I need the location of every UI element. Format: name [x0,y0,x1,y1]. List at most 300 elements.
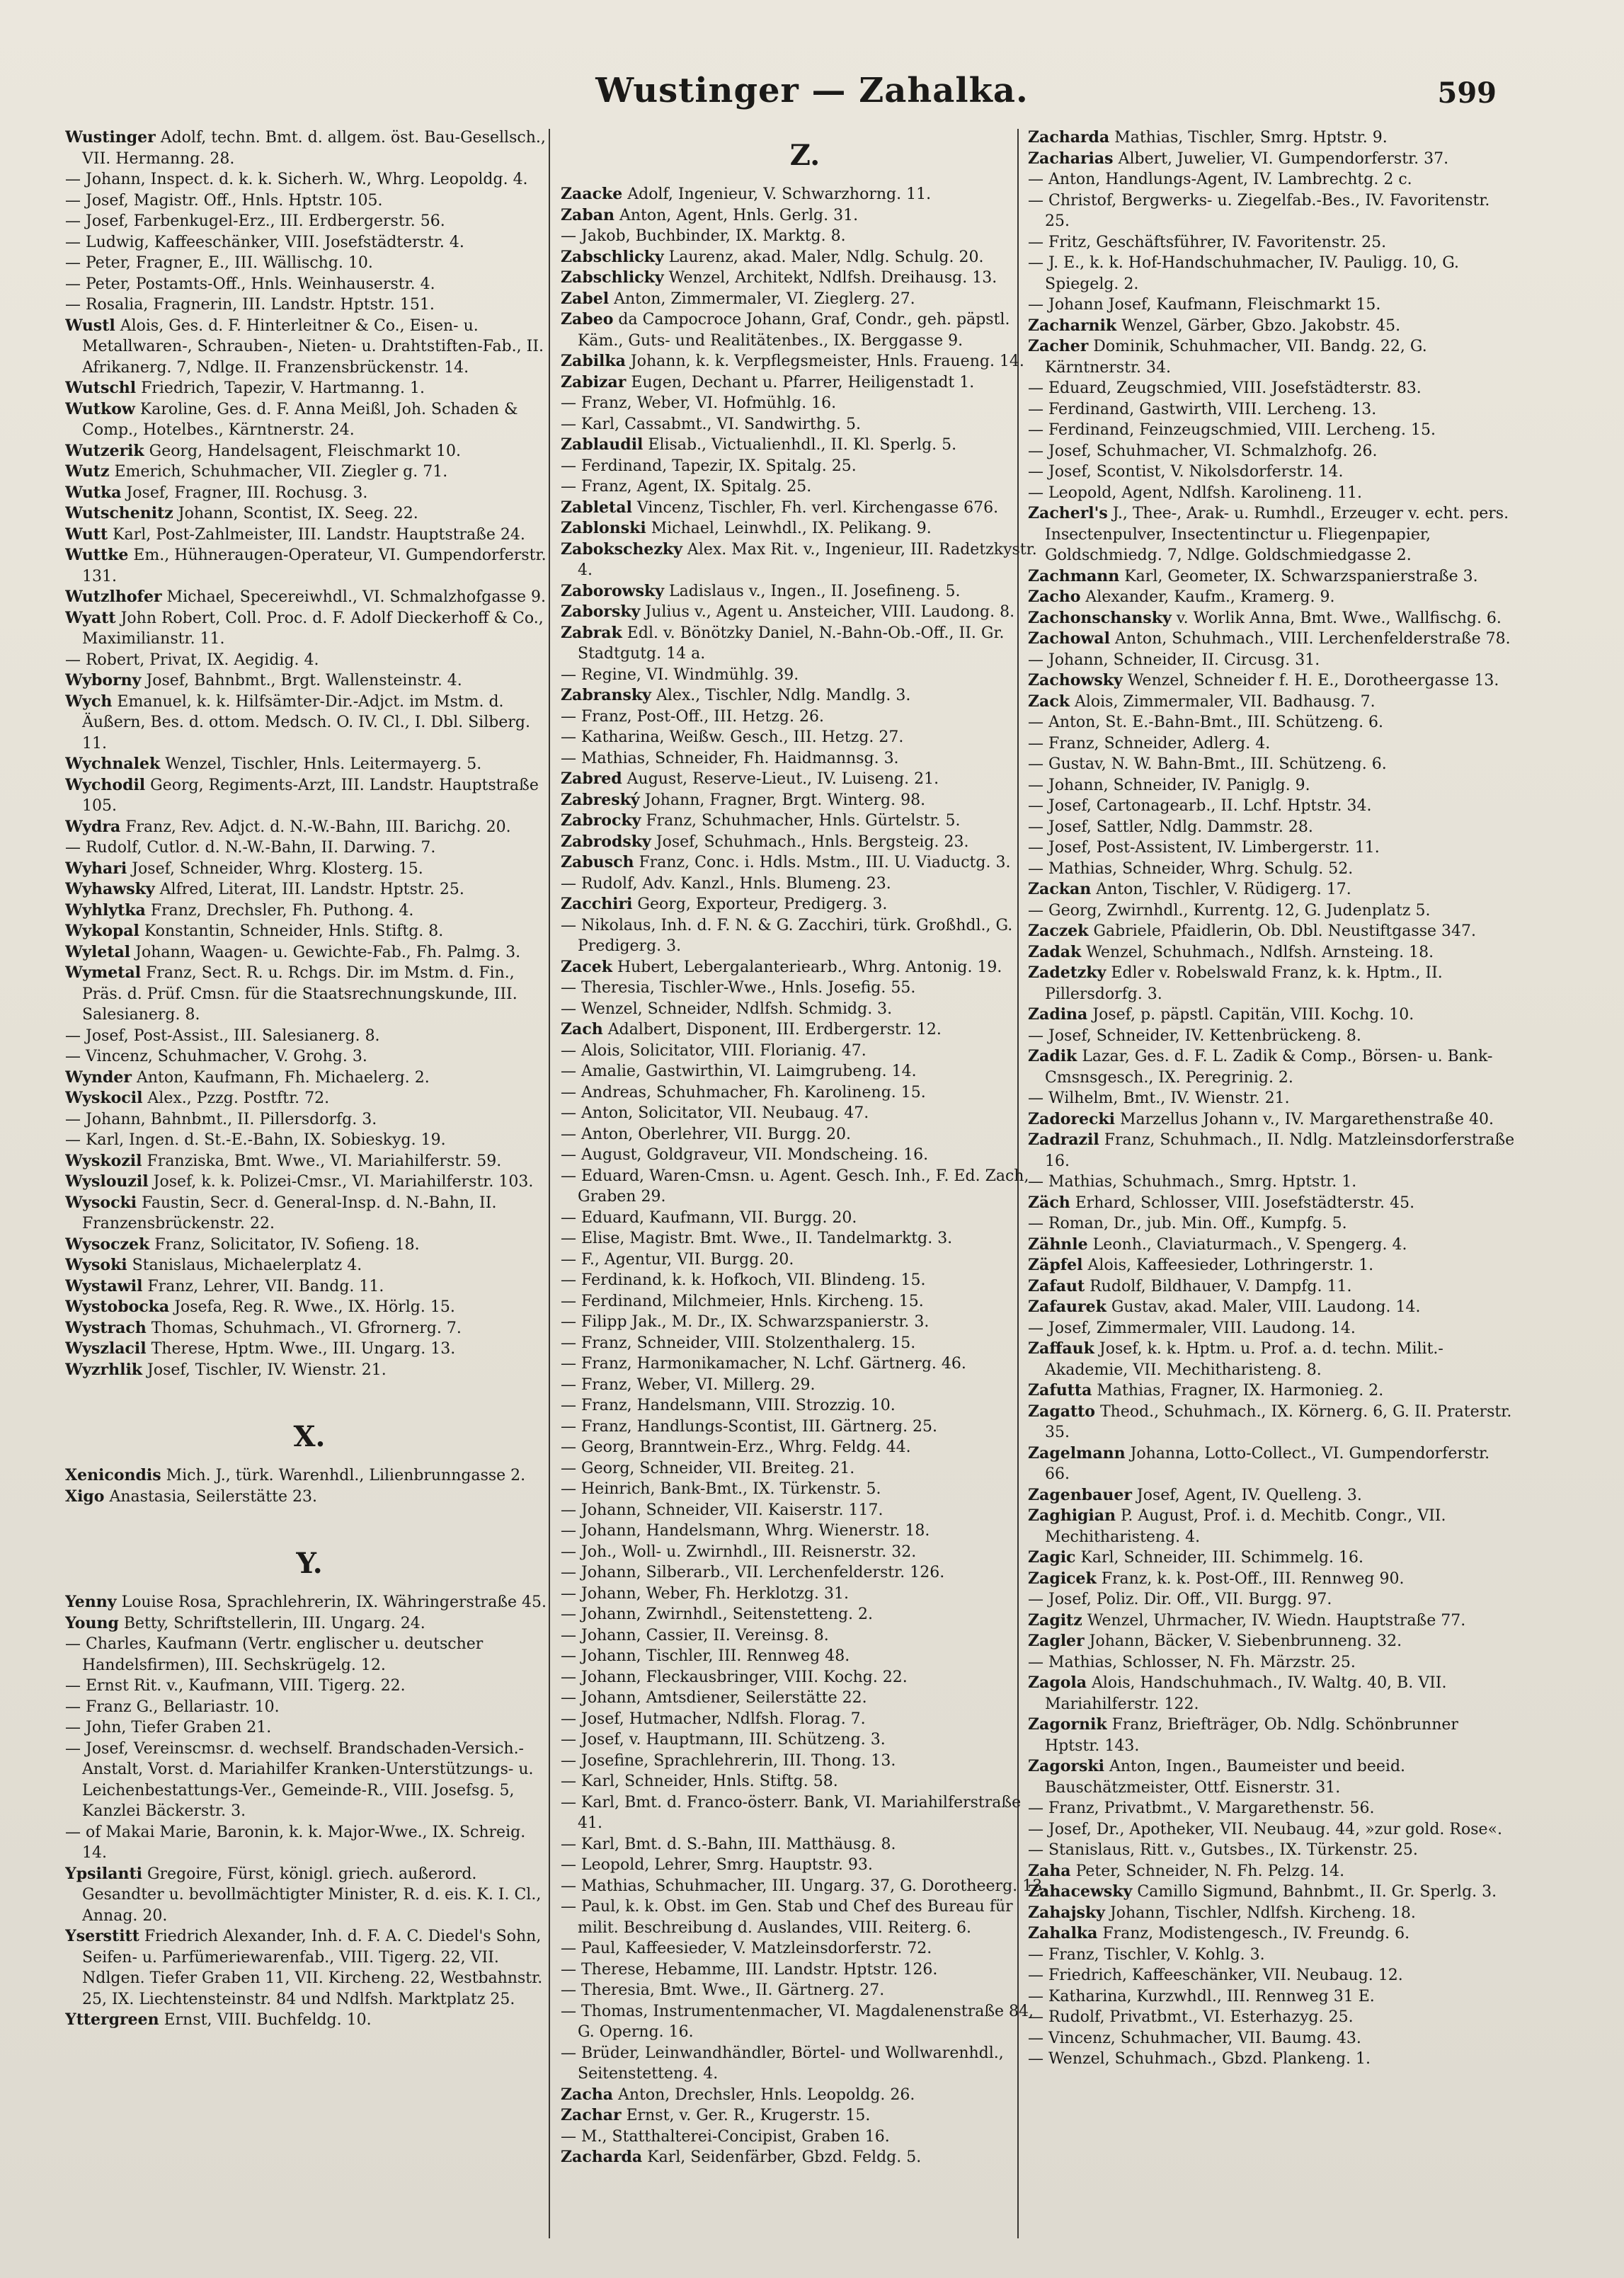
entry-details: — Ferdinand, k. k. Hofkoch, VII. Blindeng. 15. [561,1271,926,1289]
directory-entry [65,921,554,942]
directory-entry [561,289,1049,310]
entry-surname: Zafaut [1028,1276,1085,1295]
entry-surname: Zabizar [561,372,627,391]
entry-details: Franz, k. k. Post-Off., III. Rennweg 90. [1101,1569,1405,1588]
entry-surname: Zahacewsky [1028,1882,1133,1901]
directory-entry [561,1353,1049,1375]
directory-entry [1028,1882,1516,1903]
entry-details: — Anton, Oberlehrer, VII. Burgg. 20. [561,1125,852,1143]
entry-details: Johanna, Lotto-Collect., VI. Gumpendorferstr. 66. [1045,1444,1490,1483]
directory-entry [561,184,1049,205]
directory-entry [561,1291,1049,1312]
entry-details: — Johann, Amtsdiener, Seilerstätte 22. [561,1689,867,1707]
directory-entry [65,1613,554,1635]
directory-entry [65,817,554,838]
directory-entry [561,1500,1049,1521]
entry-surname: Wutzerik [65,441,144,460]
entry-details: — Johann Josef, Kaufmann, Fleischmarkt 15. [1028,296,1381,314]
entry-details: August, Reserve-Lieut., IV. Luiseng. 21. [627,770,939,788]
directory-entry [561,957,1049,978]
directory-entry [65,1487,554,1508]
directory-entry [561,1437,1049,1458]
column-2 [561,127,1049,2244]
entry-details: Georg, Regiments-Arzt, III. Landstr. Hauptstraße 105. [82,776,539,815]
directory-entry [65,942,554,963]
entry-details: — Friedrich, Kaffeeschänker, VII. Neubaug. 12. [1028,1967,1403,1984]
entry-details: — Ferdinand, Gastwirth, VIII. Lercheng. 13. [1028,400,1377,418]
entry-details: Anton, Tischler, V. Rüdigerg. 17. [1096,881,1351,898]
directory-entry [1028,796,1516,817]
entry-details: — Paul, k. k. Obst. im Gen. Stab und Chef des Bureau für milit. Beschreibung d. Auslandes, VIII. Reiterg. 6. [561,1898,1013,1937]
entry-details: — Rudolf, Cutlor. d. N.-W.-Bahn, II. Darwing. 7. [65,839,436,857]
entry-details: — Elise, Magistr. Bmt. Wwe., II. Tandelmarktg. 3. [561,1230,953,1247]
entry-surname: Zabusch [561,853,634,871]
entry-details: Wenzel, Architekt, Ndlfsh. Dreihausg. 13. [668,269,997,287]
entry-details: Johann, Scontist, IX. Seeg. 22. [178,505,418,522]
entry-surname: Zachowal [1028,629,1110,648]
entry-details: — Johann, Fleckausbringer, VIII. Kochg. 22. [561,1668,908,1686]
entry-details: Ladislaus v., Ingen., II. Josefineng. 5. [669,582,961,600]
section-letter-heading: X. [293,1420,326,1453]
entry-details: — Wenzel, Schneider, Ndlfsh. Schmidg. 3. [561,1000,893,1018]
directory-entry [561,1834,1049,1855]
entry-surname: Zaban [561,205,614,224]
directory-entry [65,1634,554,1676]
entry-details: Peter, Schneider, N. Fh. Pelzg. 14. [1075,1862,1345,1880]
entry-details: — Anton, St. E.-Bahn-Bmt., III. Schützeng. 6. [1028,714,1384,731]
entry-surname: Wutzlhofer [65,588,162,606]
entry-details: Johann, k. k. Verpflegsmeister, Hnls. Fraueng. 14. [630,353,1024,370]
directory-entry [1028,1443,1516,1485]
directory-entry [561,1521,1049,1542]
entry-details: — Franz, Agent, IX. Spitalg. 25. [561,478,812,496]
directory-entry [65,1360,554,1381]
directory-entry [1028,1589,1516,1610]
entry-details: Friedrich Alexander, Inh. d. F. A. C. Diedel's Sohn, Seifen- u. Parfümeriewarenfab., VIII. Tigerg. 22, VII. Ndlgen. Tiefer Graben 11, VII. Kircheng. 22, Westbahnstr. 25, IX. Liechtensteinstr. 84 und Ndlfsh. Marktplatz 25. [82,1928,543,2008]
directory-entry [65,545,554,587]
entry-details: — Johann, Bahnbmt., II. Pillersdorfg. 3. [65,1110,377,1128]
directory-entry [1028,1631,1516,1652]
entry-details: Laurenz, akad. Maler, Ndlg. Schulg. 20. [668,248,984,266]
entry-details: Gregoire, Fürst, königl. griech. außerord. Gesandter u. bevollmächtigter Minister, R. d. eis. K. I. Cl., Annag. 20. [82,1865,542,1925]
entry-details: Emanuel, k. k. Hilfsämter-Dir.-Adjct. im Mstm. d. Äußern, Bes. d. ottom. Medsch. O. IV. Cl., I. Dbl. Silberg. 11. [82,692,530,752]
directory-entry [561,1980,1049,2001]
entry-surname: Wyszlacil [65,1339,147,1358]
entry-details: Mich. J., türk. Warenhdl., Lilienbrunngasse 2. [166,1467,526,1484]
entry-details: Alexander, Kaufm., Kramerg. 9. [1085,588,1335,606]
entry-surname: Zacherl's [1028,504,1108,522]
entry-details: — Josef, Zimmermaler, VIII. Laudong. 14. [1028,1319,1356,1337]
entry-surname: Zabletal [561,498,632,517]
directory-entry [65,253,554,274]
entry-surname: Zaha [1028,1861,1071,1880]
entry-details: — Brüder, Leinwandhändler, Börtel- und Wollwarenhdl., Seitenstetteng. 4. [561,2044,1004,2083]
entry-details: — Leopold, Lehrer, Smrg. Hauptstr. 93. [561,1856,873,1874]
entry-surname: Zaffauk [1028,1339,1094,1358]
entry-details: Hubert, Lebergalanteriearb., Whrg. Antonig. 19. [617,958,1002,976]
entry-details: — Georg, Zwirnhdl., Kurrentg. 12, G. Judenplatz 5. [1028,901,1431,920]
directory-entry [561,1855,1049,1876]
entry-surname: Zagitz [1028,1610,1082,1630]
entry-details: — Thomas, Instrumentenmacher, VI. Magdalenenstraße 84, G. Operng. 16. [561,2002,1034,2041]
directory-entry [1028,1172,1516,1193]
directory-entry [561,372,1049,394]
entry-surname: Zachowsky [1028,671,1123,689]
entry-details: Em., Hühneraugen-Operateur, VI. Gumpendorferstr. 131. [82,546,547,585]
entry-details: — Franz, Tischler, V. Kohlg. 3. [1028,1945,1265,1964]
directory-entry [561,581,1049,602]
entry-surname: Wych [65,692,113,711]
directory-entry [561,1166,1049,1208]
directory-entry [561,309,1049,351]
entry-surname: Zahajsky [1028,1903,1105,1922]
directory-entry [561,2105,1049,2127]
directory-entry [1028,399,1516,420]
entry-details: Edler v. Robelswald Franz, k. k. Hptm., II. Pillersdorfg. 3. [1045,964,1443,1003]
entry-surname: Zagic [1028,1548,1076,1567]
entry-surname: Zagornik [1028,1715,1107,1734]
entry-surname: Zäch [1028,1193,1070,1212]
directory-entry [1028,1861,1516,1882]
directory-entry [65,1088,554,1109]
directory-entry [65,274,554,295]
directory-entry [561,518,1049,539]
directory-entry [561,1751,1049,1772]
entry-surname: Wychnalek [65,755,161,773]
entry-details: John Robert, Coll. Proc. d. F. Adolf Dieckerhoff & Co., Maximilianstr. 11. [82,609,544,648]
entry-surname: Wystobocka [65,1298,170,1316]
entry-details: Franz, Rev. Adjct. d. N.-W.-Bahn, III. Barichg. 20. [125,818,511,836]
entry-surname: Wyskozil [65,1151,142,1170]
directory-entry [1028,2028,1516,2049]
entry-details: — Heinrich, Bank-Bmt., IX. Türkenstr. 5. [561,1480,881,1498]
entry-details: Anton, Schuhmach., VIII. Lerchenfelderstraße 78. [1114,630,1511,648]
entry-details: — Franz, Harmonikamacher, N. Lchf. Gärtnerg. 46. [561,1355,966,1373]
entry-details: — Rudolf, Privatbmt., VI. Esterhazyg. 25. [1028,2008,1354,2026]
directory-entry [561,706,1049,728]
page-number: 599 [1437,76,1497,110]
entry-details: — Johann, Tischler, III. Rennweg 48. [561,1647,850,1665]
entry-details: — Franz, Weber, VI. Hofmühlg. 16. [561,394,837,412]
directory-entry [1028,712,1516,733]
directory-entry [65,692,554,755]
entry-details: Michael, Specereiwhdl., VI. Schmalzhofgasse 9. [166,588,547,606]
entry-surname: Zachmann [1028,566,1120,585]
entry-details: — Karl, Bmt. d. S.-Bahn, III. Matthäusg. 8. [561,1835,896,1853]
entry-details: — Johann, Handelsmann, Whrg. Wienerstr. 18. [561,1522,930,1540]
directory-entry [65,1046,554,1068]
directory-entry [561,874,1049,895]
entry-details: Wenzel, Schneider f. H. E., Dorotheergasse 13. [1127,672,1499,689]
directory-entry [1028,1819,1516,1841]
directory-entry [65,1276,554,1298]
entry-surname: Zaborsky [561,602,641,621]
entry-details: Karl, Seidenfärber, Gbzd. Feldg. 5. [647,2148,922,2166]
directory-entry [1028,1798,1516,1819]
directory-entry [561,1416,1049,1438]
entry-details: — Franz, Schneider, VIII. Stolzenthalerg. 15. [561,1334,916,1352]
entry-surname: Zäpfel [1028,1256,1083,1274]
entry-details: — Stanislaus, Ritt. v., Gutsbes., IX. Türkenstr. 25. [1028,1841,1418,1859]
entry-details: — Regine, VI. Windmühlg. 39. [561,665,799,684]
entry-details: Karl, Post-Zahlmeister, III. Landstr. Hauptstraße 24. [113,525,525,544]
entry-surname: Wyhawsky [65,880,155,898]
entry-surname: Yserstitt [65,1927,139,1945]
entry-surname: Zacharda [561,2148,643,2166]
directory-entry [1028,2007,1516,2028]
entry-surname: Wystawil [65,1276,143,1295]
directory-entry [561,1959,1049,1981]
directory-entry [1028,879,1516,900]
entry-details: — Josef, Poliz. Dir. Off., VII. Burgg. 97. [1028,1591,1332,1608]
entry-surname: Wustl [65,316,115,335]
directory-entry [1028,1380,1516,1402]
directory-entry [1028,1923,1516,1945]
entry-details: — Roman, Dr., jub. Min. Off., Kumpfg. 5. [1028,1215,1347,1232]
directory-entry [561,790,1049,811]
entry-details: Elisab., Victualienhdl., II. Kl. Sperlg. 5. [648,436,957,454]
directory-entry [1028,608,1516,629]
directory-entry [1028,316,1516,337]
directory-entry [561,393,1049,414]
entry-details: Faustin, Secr. d. General-Insp. d. N.-Bahn, II. Franzensbrückenstr. 22. [82,1194,497,1232]
entry-surname: Wyzrhlik [65,1360,143,1379]
entry-surname: Zackan [1028,880,1092,898]
entry-surname: Zablonski [561,519,646,537]
directory-entry [561,1395,1049,1416]
directory-entry [1028,420,1516,441]
directory-entry [1028,1193,1516,1214]
directory-entry [1028,692,1516,713]
directory-entry [561,1542,1049,1563]
entry-details: Alex., Pzzg. Postftr. 72. [147,1089,330,1107]
directory-entry [1028,942,1516,963]
entry-details: Adalbert, Disponent, III. Erdbergerstr. 12. [607,1021,942,1038]
directory-entry [65,190,554,212]
entry-surname: Xigo [65,1487,105,1506]
directory-entry [561,1667,1049,1688]
directory-entry [65,1318,554,1339]
entry-details: Wenzel, Schuhmach., Ndlfsh. Arnsteing. 18. [1086,943,1434,961]
entry-details: Josef, Agent, IV. Quelleng. 3. [1136,1486,1362,1504]
entry-surname: Zacho [1028,588,1081,606]
entry-details: — Therese, Hebamme, III. Landstr. Hptstr. 126. [561,1960,938,1979]
entry-details: — Mathias, Schlosser, N. Fh. Märzstr. 25. [1028,1653,1356,1671]
entry-surname: Wymetal [65,963,142,982]
directory-entry [1028,1005,1516,1026]
directory-entry [1028,441,1516,462]
entry-details: — Wenzel, Schuhmach., Gbzd. Plankeng. 1. [1028,2050,1371,2068]
entry-details: — Gustav, N. W. Bahn-Bmt., III. Schützeng. 6. [1028,755,1387,773]
directory-entry [561,1938,1049,1959]
entry-details: Vincenz, Tischler, Fh. verl. Kirchengasse 676. [636,498,999,517]
page-header [0,71,1624,120]
entry-surname: Wysocki [65,1193,137,1212]
directory-entry [561,1019,1049,1041]
entry-surname: Zacha [561,2085,613,2104]
entry-surname: Wutz [65,462,110,481]
entry-surname: Yenny [65,1593,117,1611]
directory-entry [1028,1840,1516,1861]
directory-entry [65,169,554,190]
directory-entry [1028,963,1516,1005]
entry-details: Rudolf, Bildhauer, V. Dampfg. 11. [1090,1277,1352,1295]
directory-entry [561,1082,1049,1104]
entry-details: — Eduard, Zeugschmied, VIII. Josefstädterstr. 83. [1028,379,1422,397]
entry-details: Josef, Bahnbmt., Brgt. Wallensteinstr. 4. [146,672,462,689]
entry-details: — Josef, Post-Assistent, IV. Limbergerstr. 11. [1028,839,1380,857]
entry-details: — Katharina, Kurzwhdl., III. Rennweg 31 E. [1028,1987,1375,2005]
entry-surname: Zaacke [561,185,623,203]
running-head: Wustinger — Zahalka. [595,71,1029,110]
entry-surname: Wyborny [65,671,142,689]
entry-details: Wenzel, Tischler, Hnls. Leitermayerg. 5. [165,755,482,773]
entry-details: — Johann, Schneider, IV. Paniglg. 9. [1028,776,1310,794]
entry-details: — Mathias, Schneider, Whrg. Schulg. 52. [1028,859,1354,878]
directory-entry [561,247,1049,268]
entry-details: — Wilhelm, Bmt., IV. Wienstr. 21. [1028,1089,1290,1107]
entry-details: Johann, Bäcker, V. Siebenbrunneng. 32. [1089,1632,1402,1650]
entry-details: Georg, Handelsagent, Fleischmarkt 10. [149,442,461,460]
entry-surname: Zagenbauer [1028,1485,1132,1504]
entry-details: — August, Goldgraveur, VII. Mondscheing. 16. [561,1146,929,1164]
directory-entry [561,1312,1049,1333]
entry-details: Josef, Fragner, III. Rochusg. 3. [126,483,368,502]
directory-entry [1028,859,1516,880]
entry-details: — J. E., k. k. Hof-Handschuhmacher, IV. Pauligg. 10, G. Spiegelg. 2. [1028,254,1460,293]
section-letter-heading: Z. [789,139,820,172]
entry-details: — Josef, Farbenkugel-Erz., III. Erdbergerstr. 56. [65,212,445,230]
directory-entry [561,1249,1049,1271]
entry-surname: Zacchiri [561,895,633,913]
directory-entry [65,1026,554,1047]
directory-entry [561,498,1049,519]
entry-details: J., Thee-, Arak- u. Rumhdl., Erzeuger v. echt. pers. Insectenpulver, Insectentinctur u. Fliegenpapier, Goldschmiedg. 7, Ndlge. Goldschmiedgasse 2. [1045,505,1509,564]
entry-details: — John, Tiefer Graben 21. [65,1719,272,1736]
entry-details: — Johann, Silberarb., VII. Lerchenfelderstr. 126. [561,1564,945,1581]
entry-details: Lazar, Ges. d. F. L. Zadik & Comp., Börsen- u. Bank-Cmsnsgesch., IX. Peregrinig. 2. [1045,1048,1493,1087]
entry-surname: Wutka [65,483,122,502]
directory-entry [1028,378,1516,399]
directory-entry [561,1375,1049,1396]
entry-details: Julius v., Agent u. Ansteicher, VIII. Laudong. 8. [645,603,1015,621]
entry-surname: Wyskocil [65,1089,143,1107]
directory-entry [561,1333,1049,1354]
directory-entry [561,351,1049,372]
entry-details: — Ernst Rit. v., Kaufmann, VIII. Tigerg. 22. [65,1677,406,1695]
entry-details: — Charles, Kaufmann (Vertr. englischer u. deutscher Handelsfirmen), III. Sechskrügelg. 12. [65,1635,484,1674]
entry-details: — Franz, Privatbmt., V. Margarethenstr. 56. [1028,1799,1375,1817]
entry-details: — Karl, Ingen. d. St.-E.-Bahn, IX. Sobieskyg. 19. [65,1131,446,1149]
entry-surname: Zach [561,1020,603,1038]
entry-details: Karl, Schneider, III. Schimmelg. 16. [1080,1549,1364,1567]
directory-entry [65,294,554,316]
directory-entry [1028,921,1516,942]
directory-entry [65,1592,554,1613]
directory-entry [65,1109,554,1131]
entry-details: Alois, Zimmermaler, VII. Badhausg. 7. [1074,692,1376,711]
entry-surname: Zabilka [561,352,626,370]
entry-details: — Josefine, Sprachlehrerin, III. Thong. 13. [561,1751,896,1770]
directory-entry [561,268,1049,289]
directory-entry [1028,1318,1516,1339]
directory-entry [65,211,554,232]
entry-details: Anton, Agent, Hnls. Gerlg. 31. [619,206,859,224]
entry-surname: Zafaurek [1028,1298,1107,1316]
entry-details: — Fritz, Geschäftsführer, IV. Favoritenstr. 25. [1028,233,1387,251]
entry-details: — Nikolaus, Inh. d. F. N. & G. Zacchiri, türk. Großhdl., G. Predigerg. 3. [561,916,1013,955]
entry-details: — Mathias, Schuhmach., Smrg. Hptstr. 1. [1028,1173,1357,1191]
directory-entry [561,1646,1049,1667]
entry-details: — Georg, Branntwein-Erz., Whrg. Feldg. 44. [561,1438,911,1456]
entry-surname: Zaczek [1028,922,1089,940]
directory-entry [65,1339,554,1360]
directory-entry [561,1061,1049,1082]
directory-entry [561,1876,1049,1897]
entry-details: Thomas, Schuhmach., VI. Gfrornerg. 7. [151,1319,462,1337]
entry-surname: Zadak [1028,942,1082,961]
entry-details: Franz, Briefträger, Ob. Ndlg. Schönbrunner Hptstr. 143. [1045,1716,1458,1755]
directory-entry [65,1739,554,1822]
entry-details: Anton, Zimmermaler, VI. Zieglerg. 27. [614,290,915,308]
entry-surname: Zabrodsky [561,832,651,851]
directory-entry [1028,1986,1516,2008]
entry-details: — Christof, Bergwerks- u. Ziegelfab.-Bes., IV. Favoritenstr. 25. [1028,191,1490,230]
directory-entry [65,775,554,817]
directory-entry [1028,1235,1516,1256]
directory-entry [65,650,554,671]
directory-entry [561,769,1049,790]
entry-surname: Zagatto [1028,1402,1095,1421]
directory-entry [1028,670,1516,692]
directory-entry [561,1709,1049,1730]
entry-surname: Zabschlicky [561,247,664,266]
entry-surname: Wyatt [65,608,116,627]
directory-entry [1028,127,1516,149]
entry-details: Alois, Ges. d. F. Hinterleitner & Co., Eisen- u. Metallwaren-, Schrauben-, Nieten- u. Drahtstiften-Fab., II. Afrikanerg. 7, Ndlge. II. Franzensbrückenstr. 14. [82,316,544,377]
directory-entry [561,2127,1049,2148]
directory-entry [65,1717,554,1739]
entry-surname: Wustinger [65,128,156,147]
directory-entry [1028,1673,1516,1715]
entry-details: Michael, Leinwhdl., IX. Pelikang. 9. [651,520,932,537]
entry-details: da Campocroce Johann, Graf, Condr., geh. päpstl. Käm., Guts- und Realitätenbes., IX. Berggasse 9. [578,311,1010,350]
directory-entry [561,978,1049,999]
entry-details: — Franz, Schneider, Adlerg. 4. [1028,734,1271,752]
entry-details: — Karl, Cassabmt., VI. Sandwirthg. 5. [561,415,861,433]
directory-entry [561,1124,1049,1145]
entry-details: Gabriele, Pfaidlerin, Ob. Dbl. Neustiftgasse 347. [1093,922,1476,940]
entry-details: — Amalie, Gastwirthin, VI. Laimgrubeng. 14. [561,1063,917,1080]
directory-entry [65,1193,554,1235]
entry-surname: Wykopal [65,922,139,940]
directory-entry [561,727,1049,748]
directory-entry [1028,1610,1516,1632]
entry-surname: Wutschl [65,379,137,397]
entry-details: Georg, Exporteur, Predigerg. 3. [637,895,888,913]
directory-entry [65,859,554,880]
entry-details: Franz, Sect. R. u. Rchgs. Dir. im Mstm. d. Fin., Präs. d. Prüf. Cmsn. für die Staatsrechnungskunde, III. Salesianerg. 8. [82,964,517,1024]
directory-entry [1028,1088,1516,1109]
entry-details: — Rosalia, Fragnerin, III. Landstr. Hptstr. 151. [65,296,435,314]
directory-entry [65,1697,554,1718]
directory-entry [561,748,1049,769]
entry-details: Albert, Juwelier, VI. Gumpendorferstr. 37. [1118,149,1449,168]
directory-entry [1028,754,1516,775]
entry-surname: Wysoczek [65,1235,150,1254]
directory-entry [561,894,1049,915]
directory-entry [561,1562,1049,1584]
